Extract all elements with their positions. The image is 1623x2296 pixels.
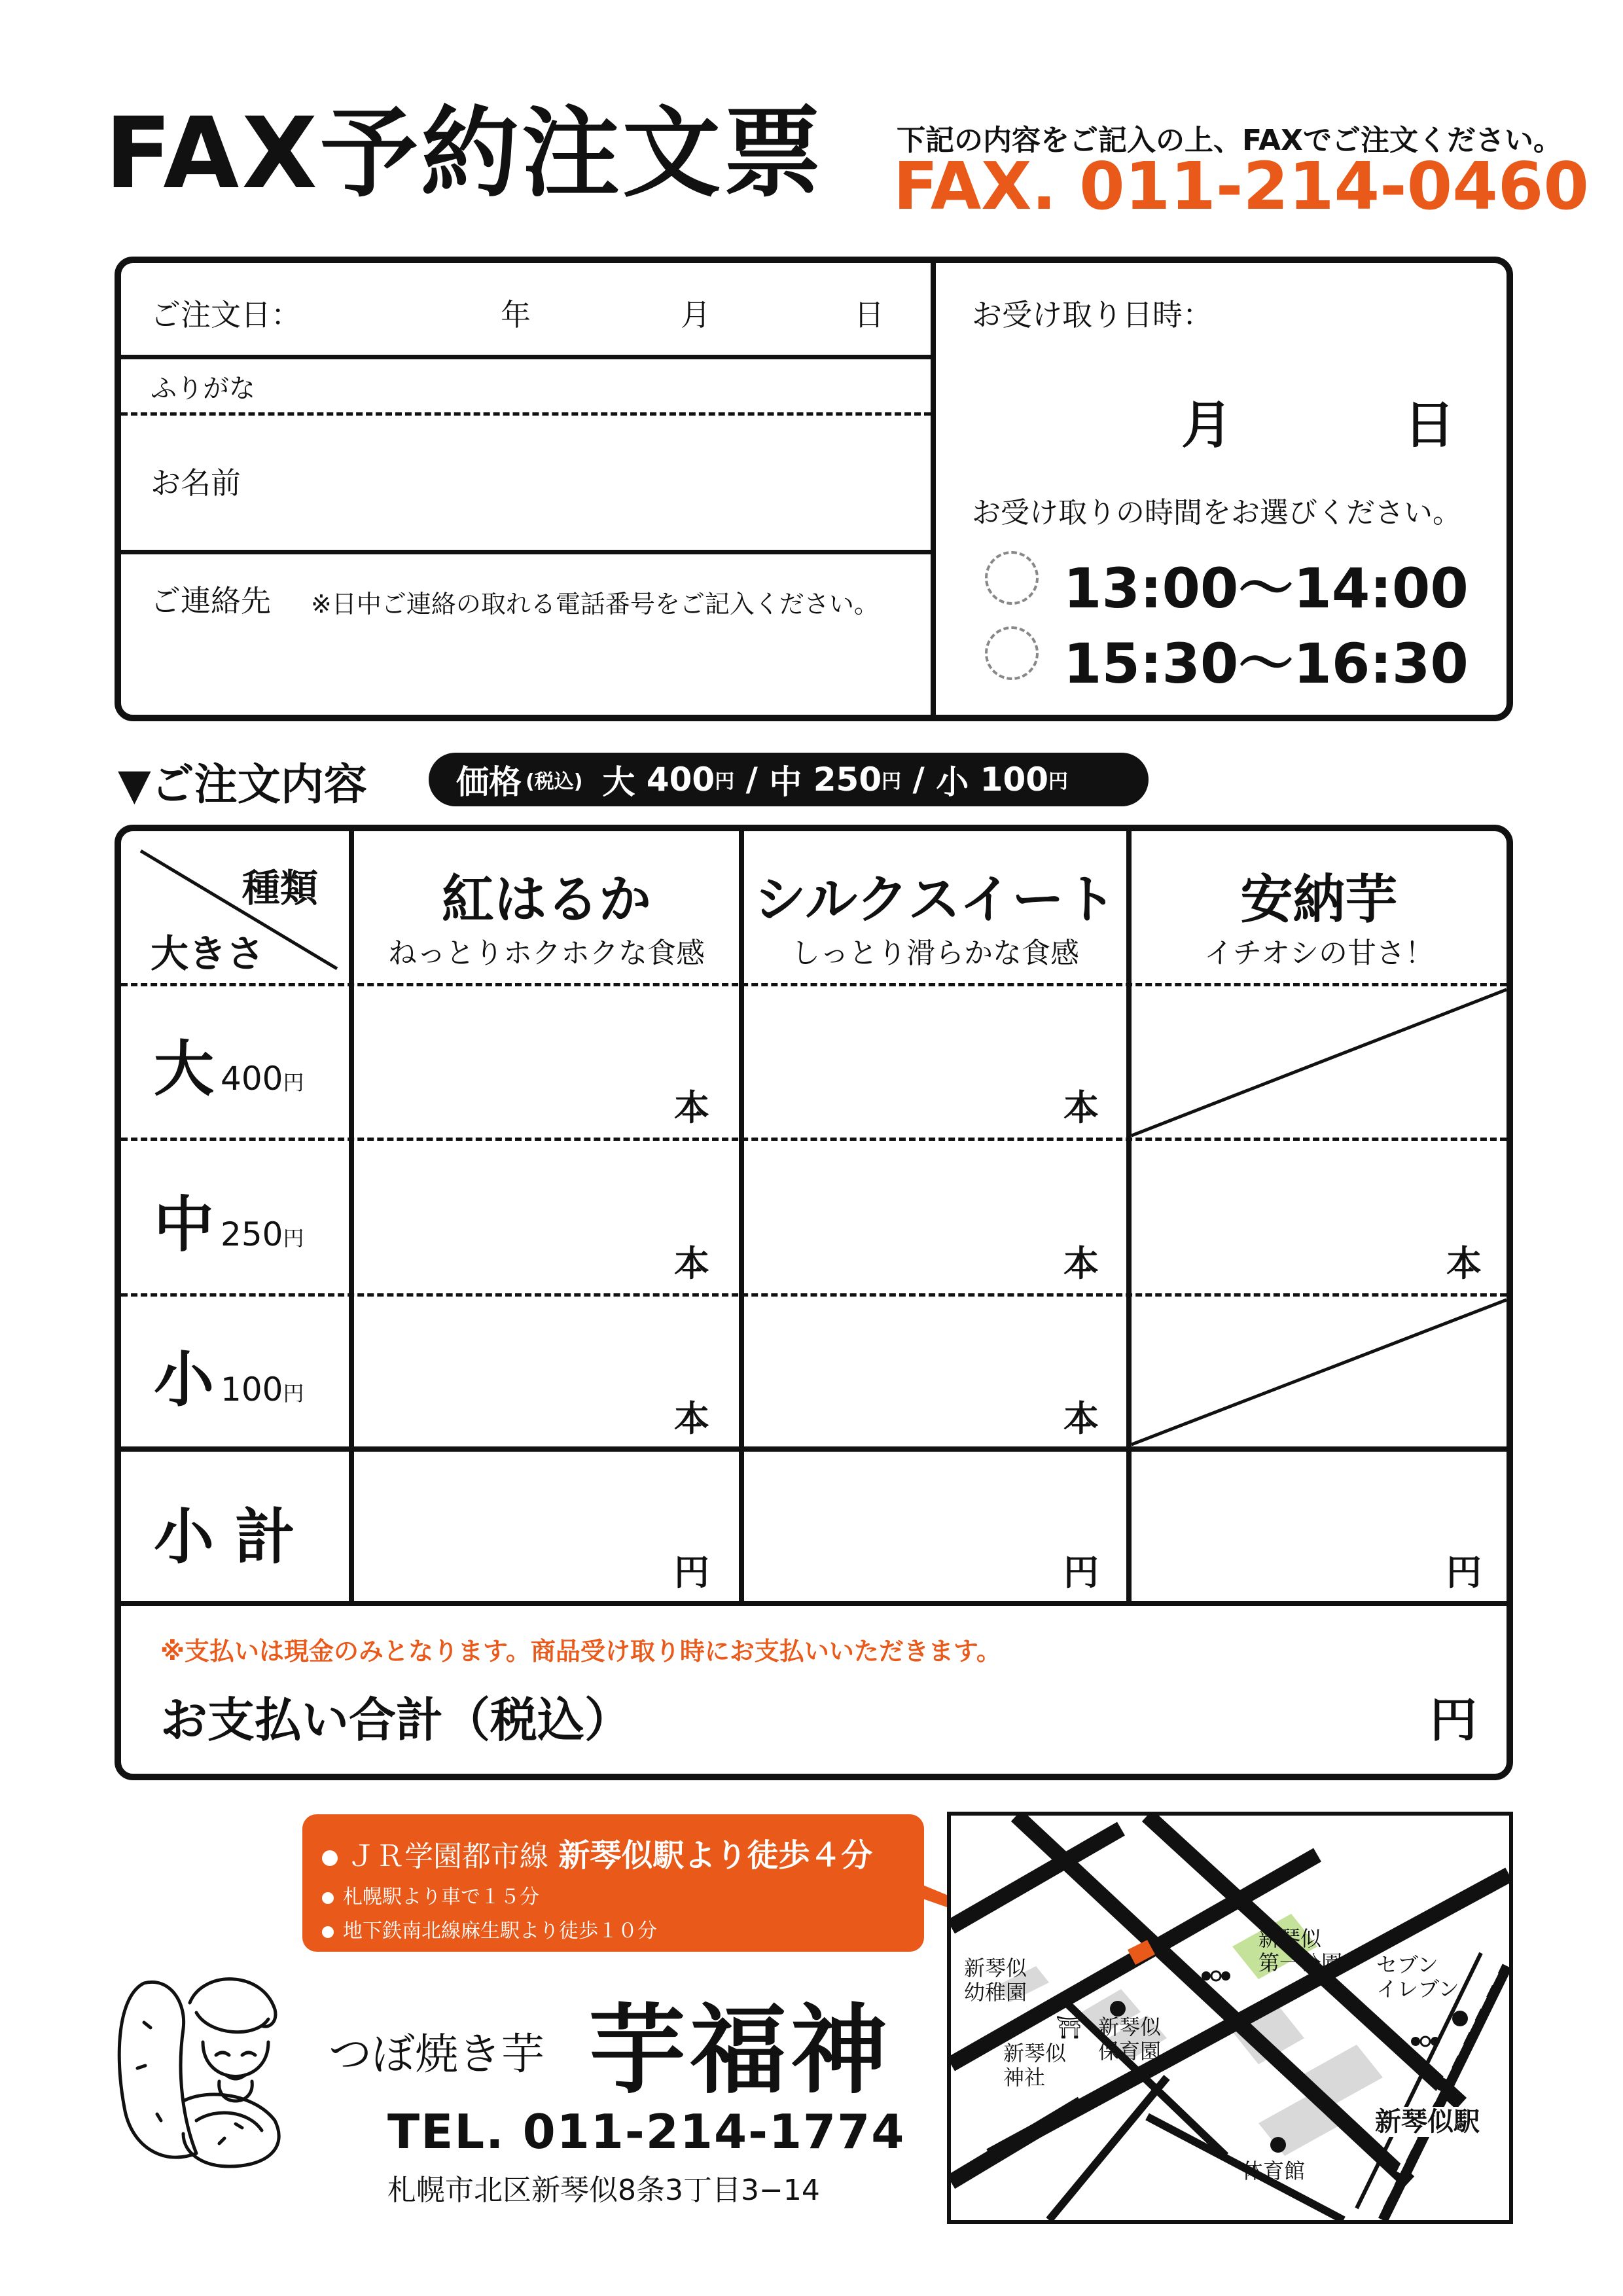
access-info xyxy=(302,1814,924,1952)
time-slot-label-1: 13:00～14:00 xyxy=(1063,556,1469,620)
price-medium-unit: 円 xyxy=(882,770,902,793)
disabled-cell-annoimo-large xyxy=(1132,986,1507,1138)
total-input[interactable] xyxy=(710,1676,1417,1754)
map-label-park: 新琴似 第一公園 xyxy=(1258,1926,1343,1975)
product-desc-annoimo: イチオシの甘さ！ xyxy=(1204,937,1435,970)
order-date-label: ご注文日： xyxy=(151,297,301,332)
count-unit: 本 xyxy=(674,1243,709,1284)
column-divider xyxy=(739,831,744,1604)
map-label-shrine-symbol: ⛩ xyxy=(1056,2015,1084,2041)
product-desc-silksweet: しっとり滑らかな食感 xyxy=(791,937,1079,970)
count-unit: 本 xyxy=(1063,1398,1099,1439)
price-small-unit: 円 xyxy=(1048,770,1069,793)
price-large-size: 大 xyxy=(602,763,635,801)
order-table xyxy=(115,825,1513,1780)
radio-circle-icon[interactable] xyxy=(985,551,1039,605)
page-title: FAX予約注文票 xyxy=(105,97,824,211)
time-slot-option-1[interactable] xyxy=(985,545,1469,620)
shop-prefix: つぼ焼き芋 xyxy=(329,2029,544,2079)
shop-name: 芋福神 xyxy=(589,1994,891,2107)
price-medium-value: 250 xyxy=(813,761,882,798)
order-date-input[interactable] xyxy=(330,276,919,348)
size-large-price: 400 xyxy=(221,1060,283,1098)
disabled-cell-annoimo-small xyxy=(1132,1297,1507,1446)
furigana-dashline xyxy=(121,412,931,416)
price-separator: / xyxy=(912,761,925,798)
header-size-label: 大きさ xyxy=(151,931,265,976)
column-divider xyxy=(349,831,354,1604)
size-medium-price: 250 xyxy=(221,1215,283,1253)
count-unit: 本 xyxy=(674,1087,709,1128)
furigana-input[interactable] xyxy=(291,361,919,410)
price-separator: / xyxy=(745,761,758,798)
contact-input[interactable] xyxy=(151,623,916,702)
subtotal-divider xyxy=(121,1446,1507,1452)
order-date-month: 月 xyxy=(681,297,711,332)
name-label: お名前 xyxy=(151,465,241,501)
bullet-icon xyxy=(322,1926,334,1938)
total-label: お支払い合計（税込） xyxy=(160,1693,632,1748)
product-name-annoimo: 安納芋 xyxy=(1240,869,1398,930)
time-slot-option-2[interactable] xyxy=(985,620,1469,696)
shop-tel: TEL. 011-214-1774 xyxy=(387,2104,906,2159)
contact-note: ※日中ご連絡の取れる電話番号をご記入ください。 xyxy=(311,590,879,619)
pickup-time-prompt: お受け取りの時間をお選びください。 xyxy=(972,496,1461,529)
tax-note: (税込) xyxy=(526,770,583,793)
column-divider xyxy=(1126,831,1132,1604)
order-date-day: 日 xyxy=(854,297,884,332)
order-date-year: 年 xyxy=(501,297,531,332)
payment-note: ※支払いは現金のみとなります。商品受け取り時にお支払いいただきます。 xyxy=(160,1637,1001,1666)
size-large-text: 大 xyxy=(154,1034,215,1104)
product-name-beniharuka: 紅はるか xyxy=(442,869,651,930)
map-label-station: 新琴似駅 xyxy=(1375,2107,1480,2137)
pickup-day: 日 xyxy=(1404,396,1455,455)
fax-number: FAX. 011-214-0460 xyxy=(893,148,1589,224)
size-label-large xyxy=(154,1021,304,1107)
map-label-gym: 体育館 xyxy=(1242,2159,1306,2183)
subtotal-label: 小 計 xyxy=(154,1502,296,1572)
instruction-text: 下記の内容をご記入の上、FAXでご注文ください。 xyxy=(897,124,1562,157)
pickup-label: お受け取り日時： xyxy=(972,297,1213,332)
size-small-text: 小 xyxy=(154,1345,215,1415)
subtotal-yen: 円 xyxy=(1063,1552,1099,1593)
bullet-icon xyxy=(322,1892,334,1904)
price-badge xyxy=(429,753,1149,806)
map-label-seven-eleven: セブン イレブン xyxy=(1376,1952,1459,2001)
customer-info-box xyxy=(115,257,1513,721)
access-line-prefix: ＪＲ学園都市線 xyxy=(347,1840,548,1873)
map-label-nursery: 新琴似 保育園 xyxy=(1098,2015,1162,2064)
access-line-main: 新琴似駅より徒歩４分 xyxy=(558,1837,873,1874)
order-section-heading: ▼ご注文内容 xyxy=(118,759,367,810)
size-label-medium xyxy=(154,1177,304,1263)
size-label-small xyxy=(154,1332,304,1418)
subtotal-yen: 円 xyxy=(1446,1552,1482,1593)
mascot-illustration xyxy=(105,1957,327,2179)
product-desc-beniharuka: ねっとりホクホクな食感 xyxy=(388,937,705,970)
size-small-unit: 円 xyxy=(283,1381,304,1406)
map-label-kindergarten: 新琴似 幼稚園 xyxy=(964,1956,1027,2005)
map-roads xyxy=(951,1816,1509,2220)
price-small-size: 小 xyxy=(936,763,969,801)
price-large-unit: 円 xyxy=(715,770,735,793)
size-large-unit: 円 xyxy=(283,1070,304,1095)
size-medium-unit: 円 xyxy=(283,1226,304,1251)
furigana-label: ふりがな xyxy=(151,374,255,404)
access-line-subway: 地下鉄南北線麻生駅より徒歩１０分 xyxy=(343,1920,657,1943)
access-line-car: 札幌駅より車で１５分 xyxy=(343,1886,539,1909)
price-medium-size: 中 xyxy=(769,763,802,801)
access-map xyxy=(947,1812,1513,2224)
size-small-price: 100 xyxy=(221,1371,283,1408)
name-input[interactable] xyxy=(291,420,919,545)
count-unit: 本 xyxy=(1446,1243,1482,1284)
radio-circle-icon[interactable] xyxy=(985,626,1039,680)
product-name-silksweet: シルクスイート xyxy=(754,869,1116,930)
count-unit: 本 xyxy=(1063,1243,1099,1284)
price-small-value: 100 xyxy=(980,761,1049,798)
row-divider xyxy=(121,1138,1507,1141)
header-type-label: 種類 xyxy=(242,866,319,910)
total-divider xyxy=(121,1601,1507,1606)
bullet-icon xyxy=(322,1850,338,1866)
pickup-date-input[interactable] xyxy=(972,374,1495,453)
total-yen: 円 xyxy=(1430,1693,1478,1748)
line-below-date xyxy=(121,355,931,359)
price-large-value: 400 xyxy=(646,761,715,798)
time-slot-label-2: 15:30～16:30 xyxy=(1063,632,1469,696)
subtotal-yen: 円 xyxy=(674,1552,709,1593)
shop-address: 札幌市北区新琴似8条3丁目3−14 xyxy=(387,2174,820,2207)
line-below-name xyxy=(121,550,931,554)
size-medium-text: 中 xyxy=(154,1190,215,1260)
pickup-month: 月 xyxy=(1181,396,1233,455)
info-divider xyxy=(931,263,936,715)
map-label-shrine: 新琴似 神社 xyxy=(1003,2041,1067,2090)
count-unit: 本 xyxy=(674,1398,709,1439)
contact-label: ご連絡先 xyxy=(151,583,271,619)
count-unit: 本 xyxy=(1063,1087,1099,1128)
price-label: 価格 xyxy=(456,763,522,801)
